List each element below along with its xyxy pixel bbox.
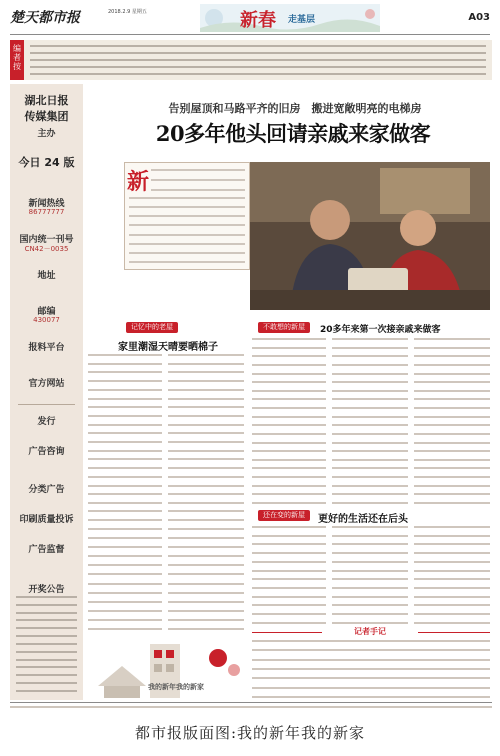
column-text-lower-1 [252, 526, 326, 624]
subhead-old-house: 家里潮湿天晴要晒棉子 [118, 342, 218, 353]
today-pages: 今日 24 版 [18, 156, 75, 169]
print-quality-label: 印刷质量投诉 [19, 515, 74, 525]
story-headline: 20多年他头回请亲戚来家做客 [155, 121, 431, 146]
masthead: 楚天都市报 [10, 10, 80, 26]
postcode-value: 430077 [33, 316, 60, 324]
lead-paragraph [124, 162, 250, 270]
footer-text [10, 706, 492, 708]
report-label: 报料平台 [28, 343, 65, 353]
postcode-label: 邮编 [37, 307, 56, 317]
notes-divider-left [252, 632, 322, 633]
column-text-old-house-1 [88, 354, 162, 504]
group-name-line2: 传媒集团 [24, 110, 69, 123]
story-photo [250, 162, 490, 310]
host-label: 主办 [37, 129, 56, 139]
story-kicker: 告别屋顶和马路平齐的旧房 搬进宽敞明亮的电梯房 [168, 102, 422, 115]
section-tag-changing-house: 还在变的新屋 [258, 510, 310, 521]
cn-number: CN42－0035 [24, 245, 69, 253]
column-text-new-house-2 [332, 338, 408, 504]
address-label: 地址 [37, 271, 56, 281]
distribution-label: 发行 [37, 417, 56, 427]
column-text-new-house-1 [252, 338, 326, 504]
column-text-lower-2 [332, 526, 408, 624]
column-text-new-house-3 [414, 338, 490, 504]
column-text-old-house-2 [168, 354, 244, 504]
subhead-new-house: 20多年来第一次接亲戚来做客 [320, 325, 441, 335]
column-text-old-house-3 [88, 510, 162, 630]
editor-note-body [30, 45, 486, 75]
group-name: 湖北日报 [24, 94, 69, 107]
classified-label: 分类广告 [28, 485, 65, 495]
page-header [10, 4, 490, 35]
editor-note [10, 40, 492, 80]
image-caption: 都市报版面图:我的新年我的新家 [134, 724, 366, 742]
hotline-number: 86777777 [28, 208, 65, 216]
cn-label: 国内统一刊号 [19, 235, 74, 245]
lead-text [151, 169, 245, 191]
column-text-old-house-4 [168, 510, 244, 630]
editor-note-tag: 编者按 [10, 40, 24, 80]
lead-text-cont [129, 197, 245, 263]
reporter-notes-label: 记者手记 [354, 627, 386, 636]
ad-monitor-label: 广告监督 [28, 545, 65, 555]
ads-label: 广告咨询 [28, 447, 65, 457]
lottery-label: 开奖公告 [28, 585, 65, 595]
banner-subtitle: 走基层 [288, 15, 316, 25]
notes-divider-right [418, 632, 490, 633]
section-tag-new-house: 不敢想的新屋 [258, 322, 310, 333]
lead-dropcap: 新 [127, 169, 150, 195]
column-signature: 我的新年我的新家 [148, 683, 204, 691]
hotline-label: 新闻热线 [28, 199, 65, 209]
sidebar-divider [18, 404, 75, 405]
section-tag-old-house: 记忆中的老屋 [126, 322, 178, 333]
banner-title: 新春 [240, 10, 276, 31]
web-label: 官方网站 [28, 379, 65, 389]
reporter-notes-text [252, 640, 490, 698]
sidebar-info [10, 84, 83, 700]
column-text-lower-3 [414, 526, 490, 624]
lottery-numbers [16, 596, 77, 692]
footer-divider [10, 702, 492, 703]
subhead-better-life: 更好的生活还在后头 [318, 514, 408, 525]
edition-date: 2018.2.9 星期五 [108, 9, 147, 15]
page-number: A03 [468, 12, 490, 23]
